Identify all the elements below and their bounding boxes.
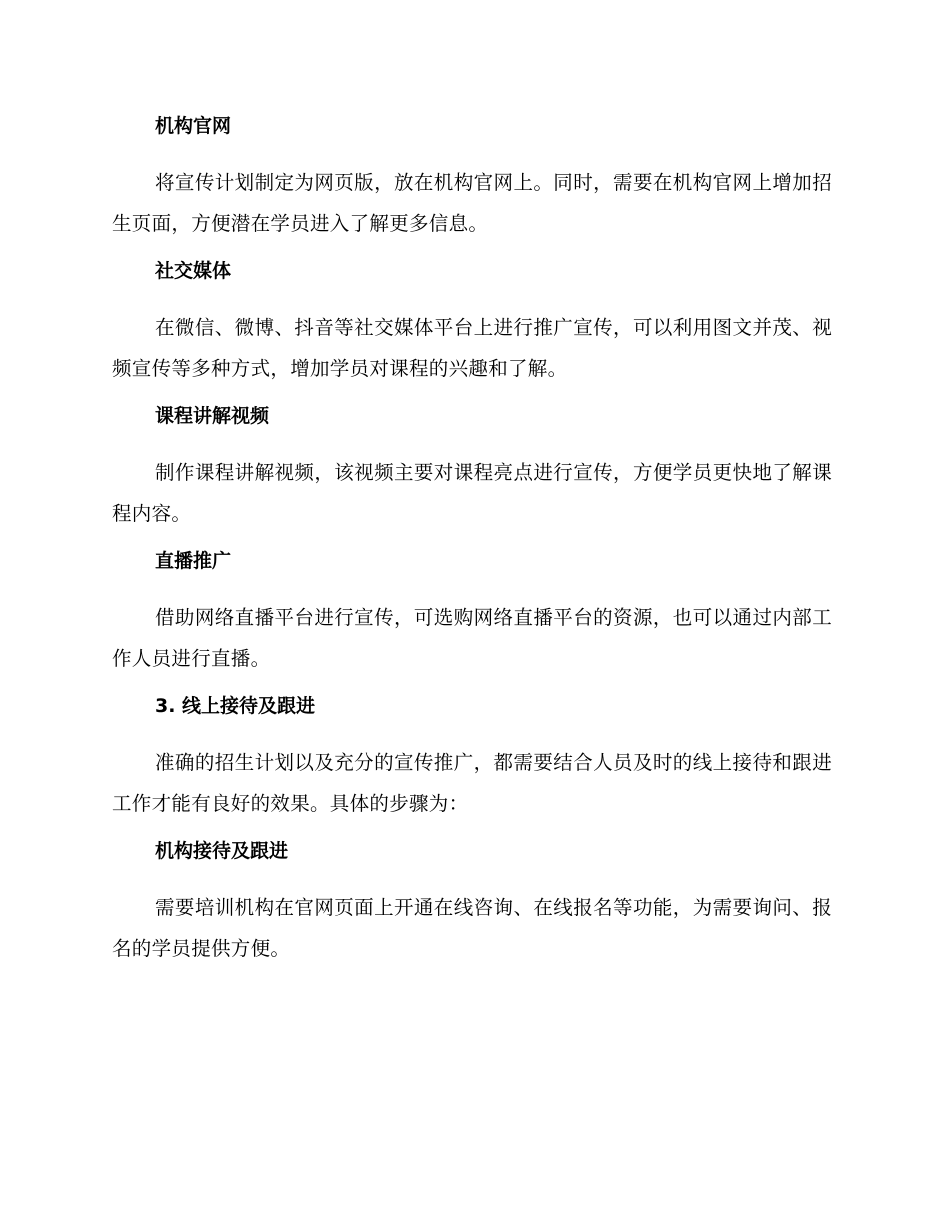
section-heading: 课程讲解视频 [155, 405, 270, 427]
document-page [112, 110, 832, 980]
section-heading: 3. 线上接待及跟进 [155, 695, 316, 717]
section-heading: 机构官网 [155, 115, 232, 137]
section-paragraph: 将宣传计划制定为网页版，放在机构官网上。同时，需要在机构官网上增加招生页面，方便潜在学员进入了解更多信息。 [112, 171, 832, 235]
section-course-video [112, 400, 832, 534]
section-heading: 直播推广 [155, 550, 232, 572]
section-online-reception [112, 690, 832, 824]
section-heading: 社交媒体 [155, 260, 232, 282]
section-paragraph: 在微信、微博、抖音等社交媒体平台上进行推广宣传，可以利用图文并茂、视频宣传等多种方式，增加学员对课程的兴趣和了解。 [112, 316, 832, 380]
section-paragraph: 准确的招生计划以及充分的宣传推广，都需要结合人员及时的线上接待和跟进工作才能有良好的效果。具体的步骤为： [112, 751, 832, 815]
section-institution-reception [112, 835, 832, 969]
section-official-website [112, 110, 832, 244]
section-paragraph: 制作课程讲解视频，该视频主要对课程亮点进行宣传，方便学员更快地了解课程内容。 [112, 461, 832, 525]
section-heading: 机构接待及跟进 [155, 840, 289, 862]
section-paragraph: 借助网络直播平台进行宣传，可选购网络直播平台的资源，也可以通过内部工作人员进行直播。 [112, 606, 832, 670]
section-live-stream [112, 545, 832, 679]
section-paragraph: 需要培训机构在官网页面上开通在线咨询、在线报名等功能，为需要询问、报名的学员提供方便。 [112, 896, 832, 960]
section-social-media [112, 255, 832, 389]
